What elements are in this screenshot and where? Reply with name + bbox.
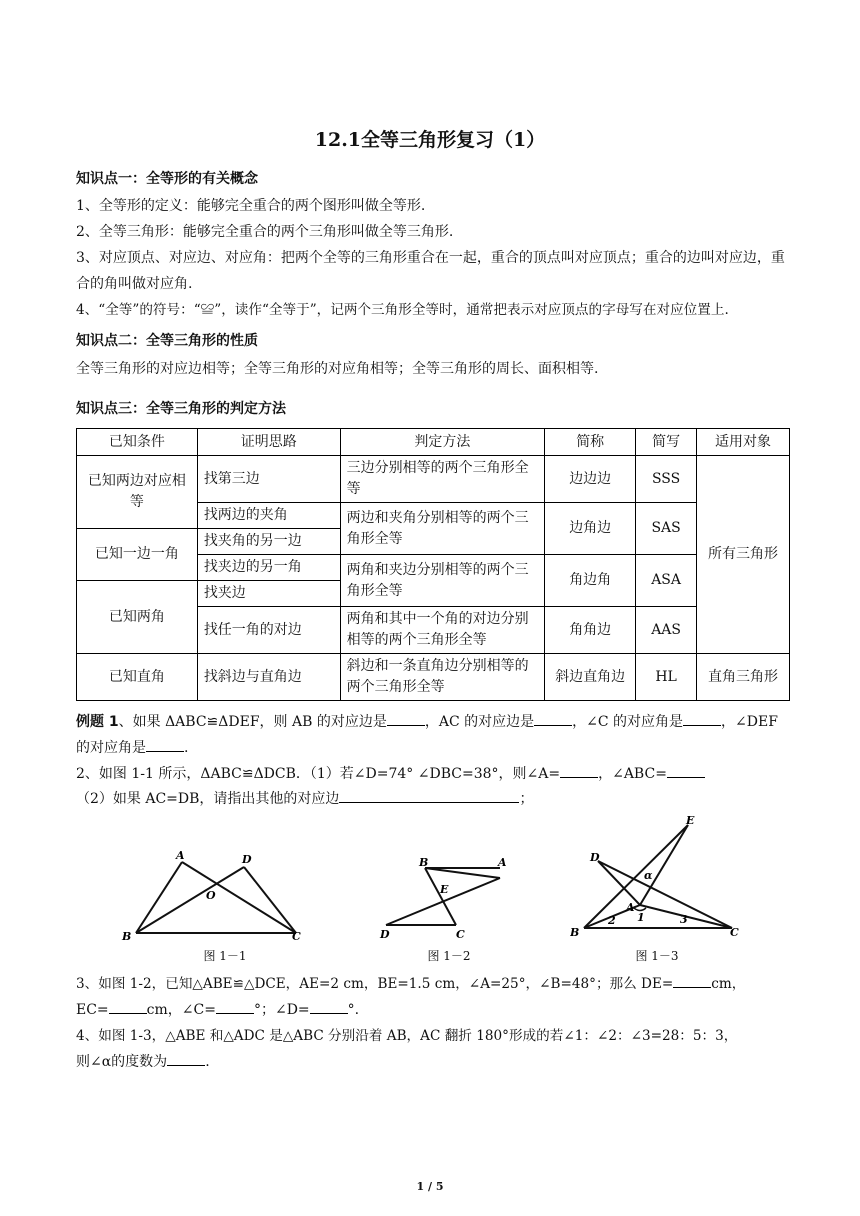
f2-label-e: E: [440, 883, 449, 896]
f2-label-c: C: [456, 928, 465, 941]
method-sss: 三边分别相等的两个三角形全等: [340, 456, 545, 503]
f3-label-c: C: [730, 926, 739, 939]
th-abbr: 简称: [545, 429, 636, 456]
idea-included-side: 找夹边: [197, 581, 340, 607]
blank-alpha[interactable]: [167, 1065, 205, 1066]
q4-text-b: .: [205, 1054, 210, 1070]
q3-text-d: cm，∠C=: [146, 1002, 216, 1018]
f3-label-d: D: [590, 851, 600, 864]
example1-text-c: ，∠C 的对应角是: [572, 714, 684, 730]
judgement-table: [76, 428, 790, 701]
figure-1-2: [372, 850, 522, 945]
scope-right: 直角三角形: [697, 654, 790, 701]
example1-text-f: .: [184, 740, 189, 756]
cond-right: 已知直角: [77, 654, 198, 701]
example1-text-b: ，AC 的对应边是: [424, 714, 535, 730]
example1-text-d: ，∠DEF: [721, 714, 778, 730]
blank-angle-a[interactable]: [560, 777, 598, 778]
example1-line1: [76, 709, 796, 735]
q2-text-b: ，∠ABC=: [598, 766, 667, 782]
q4-line2: [76, 1049, 796, 1075]
example1-text-e: 的对应角是: [76, 740, 146, 756]
code-sas: SAS: [636, 503, 697, 555]
q3-text-c: EC=: [76, 1002, 109, 1018]
code-asa: ASA: [636, 555, 697, 607]
method-sas: 两边和夹角分别相等的两个三角形全等: [340, 503, 545, 555]
f1-label-o: O: [206, 889, 216, 902]
code-hl: HL: [636, 654, 697, 701]
f3-label-e: E: [686, 814, 695, 827]
f2-label-d: D: [380, 928, 390, 941]
method-asa: 两角和夹边分别相等的两个三角形全等: [340, 555, 545, 607]
f2-label-a: A: [498, 856, 507, 869]
s1-item-1: 1、全等形的定义：能够完全重合的两个图形叫做全等形.: [76, 198, 426, 214]
table-row: [77, 456, 790, 503]
idea-included-angle: 找两边的夹角: [197, 503, 340, 529]
idea-third-side: 找第三边: [197, 456, 340, 503]
abbr-asa: 角边角: [545, 555, 636, 607]
q2-line1: [76, 761, 796, 787]
th-code: 简写: [636, 429, 697, 456]
q4-text-a: 则∠α的度数为: [76, 1054, 168, 1070]
blank-de[interactable]: [673, 987, 711, 988]
caption-fig-1-3: 图 1－3: [635, 949, 679, 963]
f3-label-1: 1: [637, 911, 645, 924]
q3-line2: [76, 997, 796, 1023]
blank-def-corr[interactable]: [146, 751, 184, 752]
s1-item-4: 4、“全等”的符号：“≌”，读作“全等于”，记两个三角形全等时，通常把表示对应顶点的字母写在对应位置上.: [76, 302, 729, 318]
example1-line2: [76, 735, 796, 761]
section3-heading: 知识点三：全等三角形的判定方法: [76, 401, 286, 417]
blank-angle-d[interactable]: [310, 1013, 348, 1014]
blank-ac-corr[interactable]: [534, 725, 572, 726]
page-title: 12.1全等三角形复习（1）: [314, 129, 546, 151]
scope-all: 所有三角形: [697, 456, 790, 654]
table-header-row: [77, 429, 790, 456]
abbr-aas: 角角边: [545, 607, 636, 654]
page-number: 1 / 5: [416, 1180, 444, 1193]
figure-1-3: [570, 813, 750, 943]
example1-text-a: 、如果 ΔABC≌ΔDEF，则 AB 的对应边是: [118, 714, 387, 730]
method-hl: 斜边和一条直角边分别相等的两个三角形全等: [340, 654, 545, 701]
figure-1-1: [118, 845, 308, 945]
th-idea: 证明思路: [197, 429, 340, 456]
f3-label-a: A: [626, 901, 635, 914]
th-method: 判定方法: [340, 429, 545, 456]
s1-item-3: 3、对应顶点、对应边、对应角：把两个全等的三角形重合在一起，重合的顶点叫对应顶点；重合的边叫对应边，重合的角叫做对应角.: [76, 250, 785, 292]
f3-label-b: B: [570, 926, 580, 939]
cond-two-angles: 已知两角: [77, 581, 198, 654]
blank-angle-abc[interactable]: [667, 777, 705, 778]
code-aas: AAS: [636, 607, 697, 654]
cond-side-angle: 已知一边一角: [77, 529, 198, 581]
q2-text-c: （2）如果 AC=DB，请指出其他的对应边: [76, 791, 340, 807]
caption-fig-1-1: 图 1－1: [203, 949, 247, 963]
section2-text: 全等三角形的对应边相等；全等三角形的对应角相等；全等三角形的周长、面积相等.: [76, 361, 599, 377]
blank-ec[interactable]: [109, 1013, 147, 1014]
q2-text-a: 2、如图 1-1 所示，ΔABC≌ΔDCB．（1）若∠D=74° ∠DBC=38°，则∠A=: [76, 766, 561, 782]
s1-item-2: 2、全等三角形：能够完全重合的两个三角形叫做全等三角形.: [76, 224, 454, 240]
table-row: [77, 654, 790, 701]
abbr-hl: 斜边直角边: [545, 654, 636, 701]
idea-other-side: 找夹角的另一边: [197, 529, 340, 555]
blank-other-sides[interactable]: [339, 802, 519, 803]
f1-label-b: B: [122, 930, 132, 943]
q3-text-b: cm，: [711, 976, 746, 992]
blank-ab-corr[interactable]: [387, 725, 425, 726]
q4-line1: 4、如图 1-3，△ABE 和△ADC 是△ABC 分别沿着 AB，AC 翻折 180°形成的若∠1：∠2：∠3=28：5：3，: [76, 1028, 738, 1044]
f3-label-3: 3: [680, 913, 688, 926]
section1-heading: 知识点一：全等形的有关概念: [76, 171, 258, 187]
th-condition: 已知条件: [77, 429, 198, 456]
code-sss: SSS: [636, 456, 697, 503]
caption-fig-1-2: 图 1－2: [427, 949, 471, 963]
abbr-sas: 边角边: [545, 503, 636, 555]
blank-angle-c[interactable]: [216, 1013, 254, 1014]
f1-label-c: C: [292, 930, 301, 943]
q2-line2: [76, 786, 796, 812]
th-scope: 适用对象: [697, 429, 790, 456]
section2-heading: 知识点二：全等三角形的性质: [76, 333, 258, 349]
idea-other-angle: 找夹边的另一角: [197, 555, 340, 581]
f3-label-2: 2: [608, 914, 616, 927]
idea-hyp-leg: 找斜边与直角边: [197, 654, 340, 701]
blank-c-corr[interactable]: [683, 725, 721, 726]
q2-text-d: ；: [519, 791, 534, 807]
cond-two-sides: 已知两边对应相等: [77, 456, 198, 529]
f3-label-alpha: α: [644, 869, 653, 882]
f1-label-a: A: [176, 849, 185, 862]
method-aas: 两角和其中一个角的对边分别相等的两个三角形全等: [340, 607, 545, 654]
idea-opposite-side: 找任一角的对边: [197, 607, 340, 654]
f2-label-b: B: [419, 856, 429, 869]
q3-line1: [76, 971, 796, 997]
q3-text-e: °；∠D=: [253, 1002, 310, 1018]
q3-text-a: 3、如图 1-2，已知△ABE≌△DCE，AE=2 cm，BE=1.5 cm，∠A=25°，∠B=48°；那么 DE=: [76, 976, 674, 992]
f1-label-d: D: [242, 853, 252, 866]
abbr-sss: 边边边: [545, 456, 636, 503]
q3-text-f: °.: [347, 1002, 360, 1018]
example1-label: 例题 1: [76, 714, 119, 730]
